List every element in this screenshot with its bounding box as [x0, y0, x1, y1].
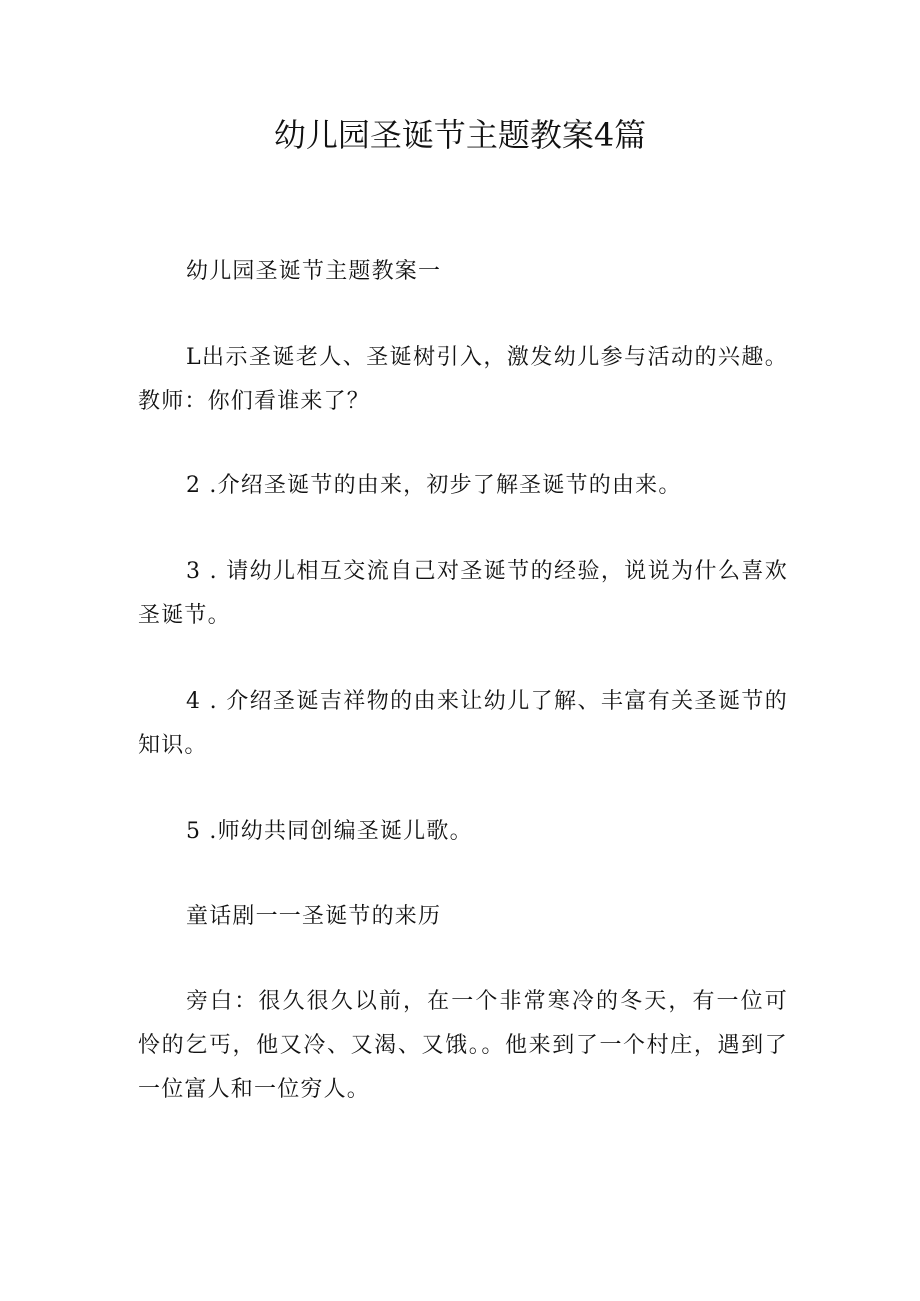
- document-title: 幼儿园圣诞节主题教案4篇: [273, 116, 647, 154]
- paragraph-step-4: 4 . 介绍圣诞吉祥物的由来让幼儿了解、丰富有关圣诞节的知识。: [138, 689, 788, 758]
- paragraph-step-5: 5 .师幼共同创编圣诞儿歌。: [186, 819, 473, 844]
- play-heading: 童话剧一一圣诞节的来历: [186, 904, 442, 929]
- paragraph-step-2: 2 .介绍圣诞节的由来，初步了解圣诞节的由来。: [186, 473, 682, 498]
- paragraph-step-1: L出示圣诞老人、圣诞树引入，激发幼儿参与活动的兴趣。教师：你们看谁来了？: [138, 345, 788, 414]
- narration-paragraph: 旁白：很久很久以前，在一个非常寒冷的冬天，有一位可怜的乞丐，他又冷、又渴、又饿。。他来到了一个村庄，遇到了一位富人和一位穷人。: [138, 989, 788, 1102]
- paragraph-step-3: 3 . 请幼儿相互交流自己对圣诞节的经验，说说为什么喜欢圣诞节。: [138, 559, 788, 628]
- section-heading: 幼儿园圣诞节主题教案一: [186, 259, 442, 284]
